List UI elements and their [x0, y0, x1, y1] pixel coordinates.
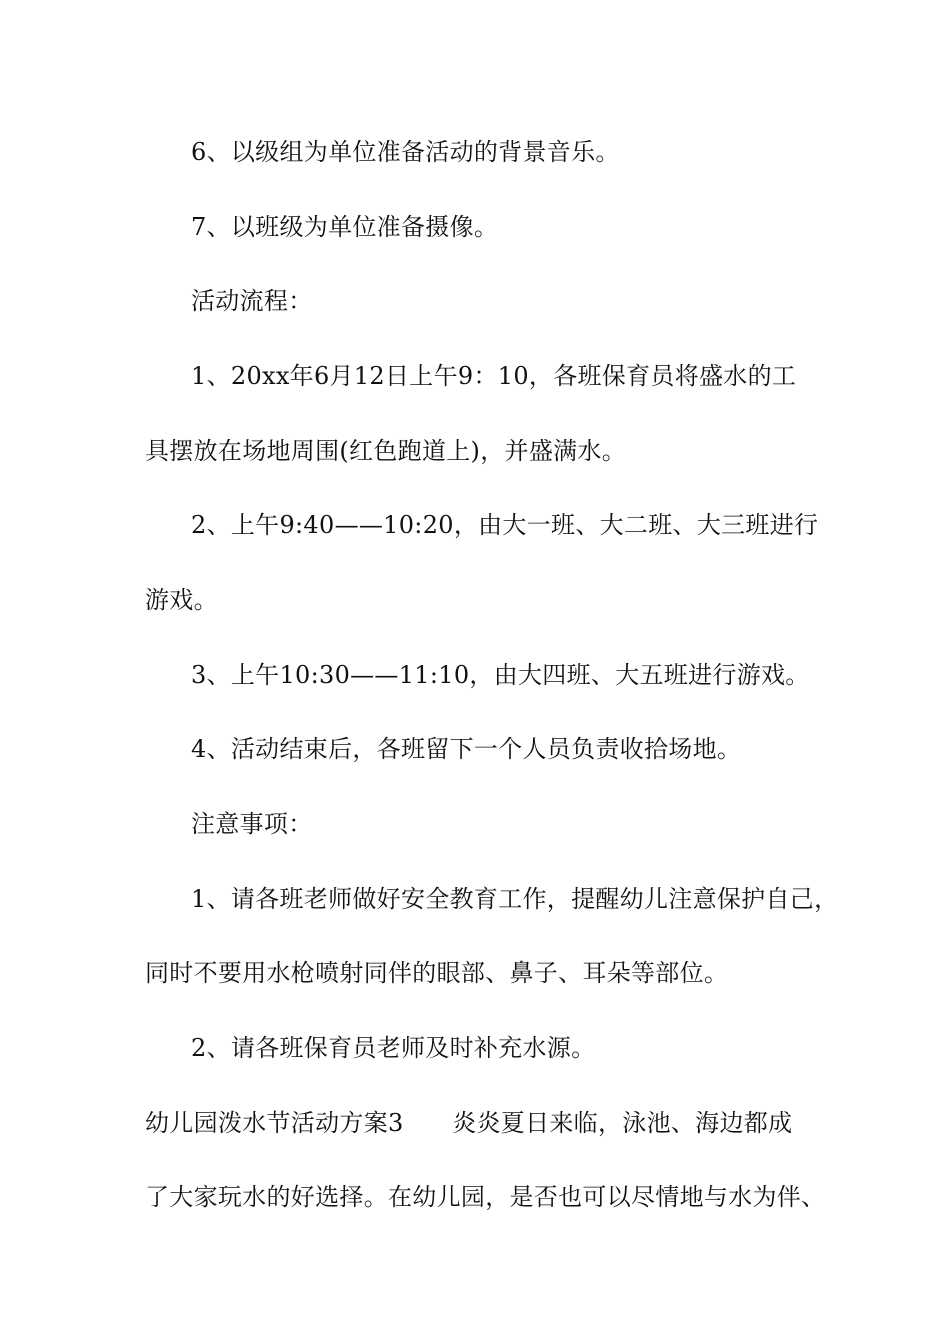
paragraph-line: 幼儿园泼水节活动方案3 炎炎夏日来临，泳池、海边都成 [145, 1109, 793, 1137]
paragraph-line: 同时不要用水枪喷射同伴的眼部、鼻子、耳朵等部位。 [145, 959, 729, 987]
paragraph-line: 游戏。 [145, 586, 218, 614]
paragraph-line: 6、以级组为单位准备活动的背景音乐。 [191, 138, 620, 166]
paragraph-line: 1、请各班老师做好安全教育工作，提醒幼儿注意保护自己， [191, 885, 839, 913]
paragraph-line: 3、上午10:30——11:10，由大四班、大五班进行游戏。 [191, 661, 810, 689]
paragraph-line: 2、请各班保育员老师及时补充水源。 [191, 1034, 596, 1062]
paragraph-line: 4、活动结束后，各班留下一个人员负责收拾场地。 [191, 735, 742, 763]
paragraph-line: 1、20xx年6月12日上午9：10，各班保育员将盛水的工 [191, 362, 797, 390]
paragraph-line: 具摆放在场地周围(红色跑道上)，并盛满水。 [145, 437, 627, 465]
paragraph-line: 2、上午9:40——10:20，由大一班、大二班、大三班进行 [191, 511, 819, 539]
section-heading: 注意事项： [191, 810, 313, 838]
section-heading: 活动流程： [191, 287, 313, 315]
paragraph-line: 7、以班级为单位准备摄像。 [191, 213, 499, 241]
paragraph-line: 了大家玩水的好选择。在幼儿园，是否也可以尽情地与水为伴、 [145, 1183, 826, 1211]
